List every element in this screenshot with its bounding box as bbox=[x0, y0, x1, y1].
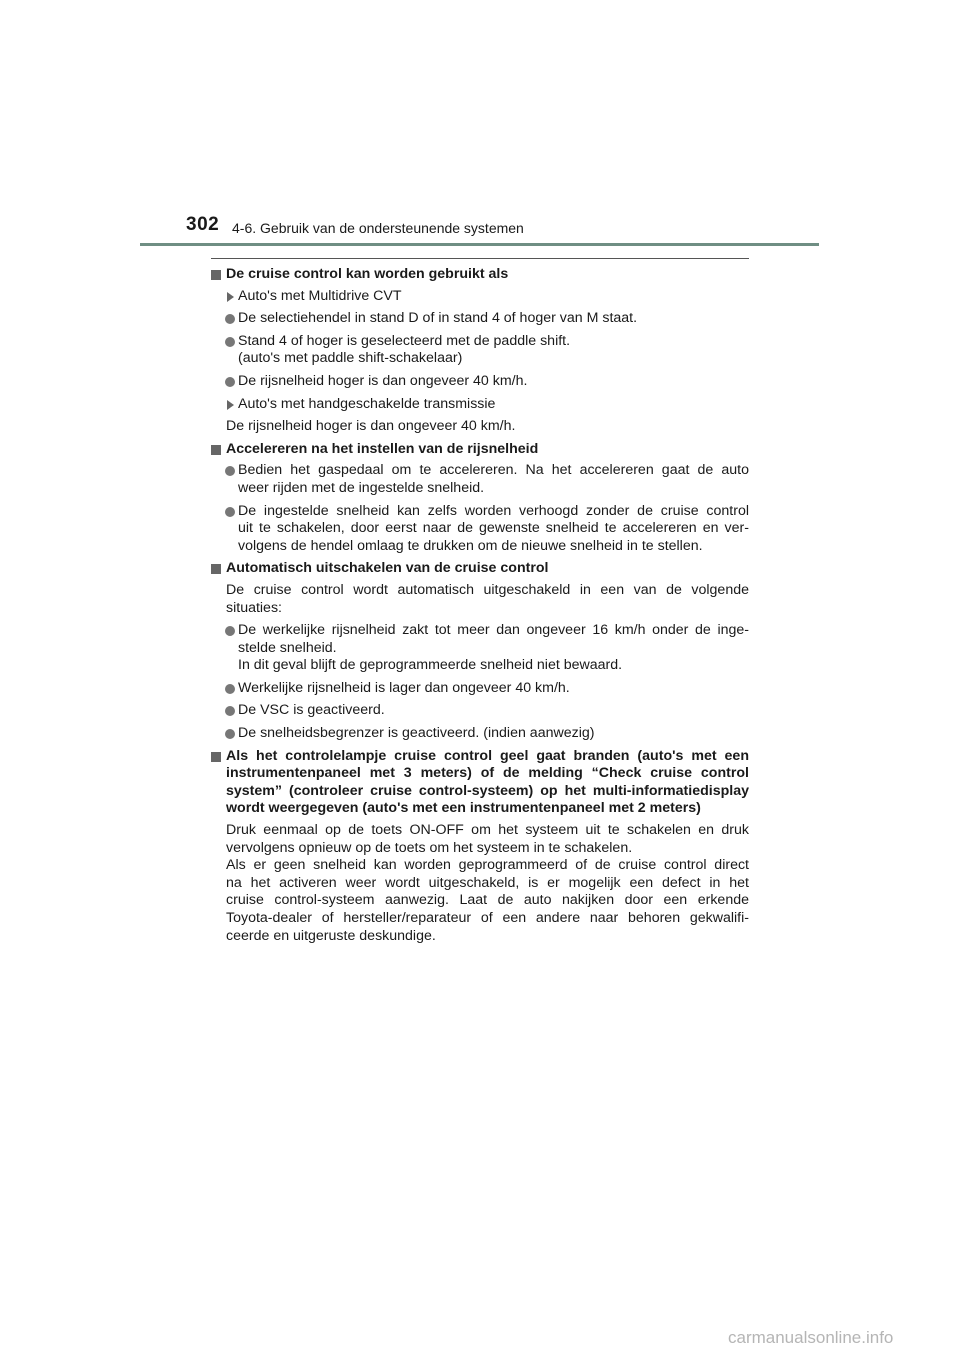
paragraph bbox=[211, 582, 749, 617]
sub-condition-text: Auto's met Multidrive CVT bbox=[238, 287, 402, 304]
paragraph-text: ceerde en uitgeruste deskundige. bbox=[226, 927, 436, 944]
section-rule bbox=[211, 258, 749, 259]
list-item-text: De selectiehendel in stand D of in stand 4 of hoger van M staat. bbox=[238, 310, 638, 327]
paragraph bbox=[211, 822, 749, 945]
list-item-text: De VSC is geactiveerd. bbox=[238, 702, 385, 719]
square-bullet-icon bbox=[211, 564, 221, 574]
triangle-bullet-icon bbox=[227, 400, 234, 410]
list-item-text: volgens de hendel omlaag te drukken om de nieuwe snelheid in te stellen. bbox=[238, 537, 703, 554]
round-bullet-icon bbox=[225, 337, 235, 347]
list-item-text: Werkelijke rijsnelheid is lager dan ongeveer 40 km/h. bbox=[238, 679, 570, 696]
list-item-text: In dit geval blijft de geprogrammeerde snelheid niet bewaard. bbox=[238, 657, 623, 674]
header-rule bbox=[140, 243, 819, 246]
paragraph-text: cruise control-systeem aanwezig. Laat de auto nakijken door een erkende bbox=[226, 892, 749, 909]
heading-text: instrumentenpaneel met 3 meters) of de melding “Check cruise control bbox=[226, 765, 749, 782]
sub-condition bbox=[211, 396, 749, 414]
section-heading bbox=[211, 560, 749, 578]
section-heading bbox=[211, 266, 749, 284]
round-bullet-icon bbox=[225, 377, 235, 387]
paragraph-text: De rijsnelheid hoger is dan ongeveer 40 km/h. bbox=[226, 418, 516, 435]
paragraph-text: De cruise control wordt automatisch uitgeschakeld in een van de volgende bbox=[226, 581, 749, 598]
list-item-text: stelde snelheid. bbox=[238, 639, 337, 656]
heading-text: Als het controlelampje cruise control geel gaat branden (auto's met een bbox=[226, 747, 749, 764]
paragraph-text: vervolgens opnieuw op de toets om het systeem in te schakelen. bbox=[226, 839, 633, 856]
list-item-text: weer rijden met de ingestelde snelheid. bbox=[238, 479, 485, 496]
square-bullet-icon bbox=[211, 270, 221, 280]
heading-text: system” (controleer cruise control-systeem) op het multi-informatiedisplay bbox=[226, 782, 749, 799]
sub-condition-text: Auto's met handgeschakelde transmissie bbox=[238, 395, 496, 412]
triangle-bullet-icon bbox=[227, 292, 234, 302]
list-item-text: De ingestelde snelheid kan zelfs worden verhoogd zonder de cruise control bbox=[238, 502, 749, 519]
paragraph bbox=[211, 418, 749, 436]
list-item bbox=[211, 373, 749, 391]
list-item bbox=[211, 310, 749, 328]
list-item bbox=[211, 333, 749, 368]
list-item bbox=[211, 680, 749, 698]
page-content bbox=[211, 266, 749, 950]
section-heading bbox=[211, 748, 749, 818]
list-item-text: De werkelijke rijsnelheid zakt tot meer dan ongeveer 16 km/h onder de inge- bbox=[238, 622, 749, 639]
page-number: 302 bbox=[186, 214, 220, 235]
paragraph-text: Toyota-dealer of hersteller/reparateur of een andere naar behoren gekwalifi- bbox=[226, 910, 749, 926]
list-item bbox=[211, 702, 749, 720]
round-bullet-icon bbox=[225, 314, 235, 324]
list-item-text: uit te schakelen, door eerst naar de gewenste snelheid te accelereren en ver- bbox=[238, 520, 749, 537]
heading-text: De cruise control kan worden gebruikt als bbox=[226, 266, 509, 282]
list-item bbox=[211, 462, 749, 497]
list-item-text: Stand 4 of hoger is geselecteerd met de paddle shift. bbox=[238, 332, 571, 349]
round-bullet-icon bbox=[225, 626, 235, 636]
square-bullet-icon bbox=[211, 445, 221, 455]
watermark: carmanualsonline.info bbox=[728, 1328, 894, 1347]
paragraph-text: na het activeren weer wordt uitgeschakeld, is er mogelijk een defect in het bbox=[226, 874, 749, 891]
paragraph-text: situaties: bbox=[226, 599, 282, 616]
list-item bbox=[211, 622, 749, 675]
round-bullet-icon bbox=[225, 706, 235, 716]
square-bullet-icon bbox=[211, 752, 221, 762]
round-bullet-icon bbox=[225, 466, 235, 476]
heading-text: Accelereren na het instellen van de rijsnelheid bbox=[226, 440, 539, 457]
list-item-text: De rijsnelheid hoger is dan ongeveer 40 km/h. bbox=[238, 372, 528, 389]
heading-text: Automatisch uitschakelen van de cruise control bbox=[226, 560, 549, 577]
heading-text: wordt weergegeven (auto's met een instrumentenpaneel met 2 meters) bbox=[226, 800, 701, 817]
round-bullet-icon bbox=[225, 507, 235, 517]
list-item-text: (auto's met paddle shift-schakelaar) bbox=[238, 350, 463, 367]
list-item-text: Bedien het gaspedaal om te accelereren. Na het accelereren gaat de auto bbox=[238, 462, 749, 479]
section-heading bbox=[211, 441, 749, 459]
chapter-title: 4-6. Gebruik van de ondersteunende systemen bbox=[232, 220, 524, 236]
list-item-text: De snelheidsbegrenzer is geactiveerd. (indien aanwezig) bbox=[238, 725, 595, 742]
paragraph-text: Als er geen snelheid kan worden geprogrammeerd of de cruise control direct bbox=[226, 857, 749, 874]
list-item bbox=[211, 503, 749, 556]
paragraph-text: Druk eenmaal op de toets ON-OFF om het systeem uit te schakelen en druk bbox=[226, 822, 749, 839]
round-bullet-icon bbox=[225, 684, 235, 694]
round-bullet-icon bbox=[225, 729, 235, 739]
list-item bbox=[211, 725, 749, 743]
sub-condition bbox=[211, 288, 749, 306]
